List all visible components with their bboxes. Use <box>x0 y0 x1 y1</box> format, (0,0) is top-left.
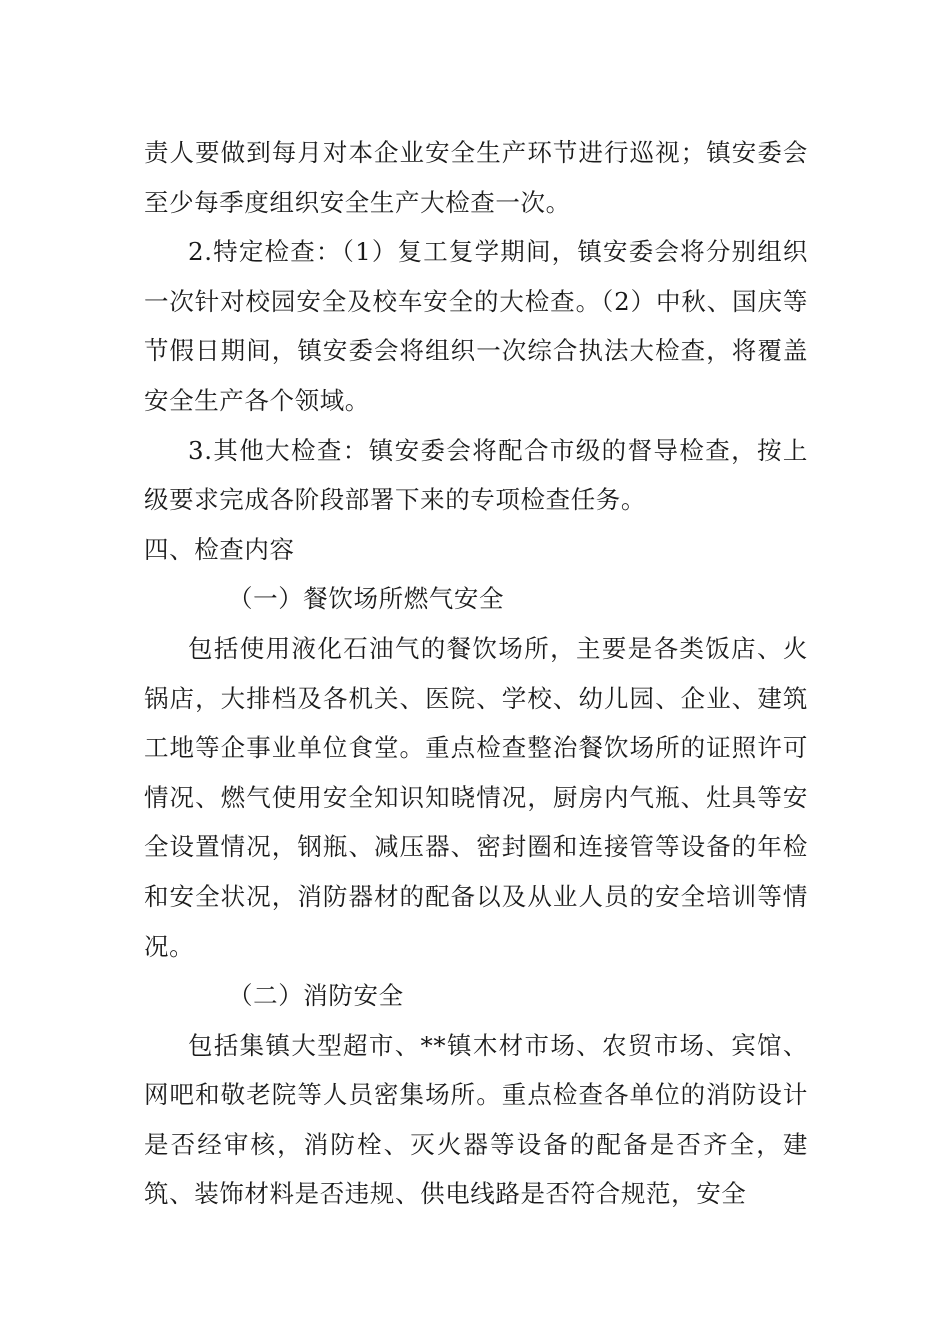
subsection-heading-gas-safety: （一）餐饮场所燃气安全 <box>228 584 505 614</box>
document-body <box>144 128 808 1219</box>
paragraph-other-inspection: 3.其他大检查：镇安委会将配合市级的督导检查，按上级要求完成各阶段部署下来的专项检查任务。 <box>144 435 808 515</box>
subsection-heading-fire-safety: （二）消防安全 <box>228 981 404 1011</box>
section-heading-inspection-content: 四、检查内容 <box>144 534 295 564</box>
paragraph-fire-safety: 包括集镇大型超市、**镇木材市场、农贸市场、宾馆、网吧和敬老院等人员密集场所。重点检查各单位的消防设计是否经审核，消防栓、灭火器等设备的配备是否齐全，建筑、装饰材料是否违规、供电线路是否符合规范，安全 <box>144 1030 808 1209</box>
paragraph-gas-safety: 包括使用液化石油气的餐饮场所，主要是各类饭店、火锅店，大排档及各机关、医院、学校、幼儿园、企业、建筑工地等企事业单位食堂。重点检查整治餐饮场所的证照许可情况、燃气使用安全知识知晓情况，厨房内气瓶、灶具等安全设置情况，钢瓶、减压器、密封圈和连接管等设备的年检和安全状况，消防器材的配备以及从业人员的安全培训等情况。 <box>144 633 808 961</box>
paragraph-continuation: 责人要做到每月对本企业安全生产环节进行巡视；镇安委会至少每季度组织安全生产大检查一次。 <box>144 138 808 217</box>
paragraph-special-inspection: 2.特定检查：（1）复工复学期间，镇安委会将分别组织一次针对校园安全及校车安全的大检查。（2）中秋、国庆等节假日期间，镇安委会将组织一次综合执法大检查，将覆盖安全生产各个领域。 <box>144 237 808 415</box>
